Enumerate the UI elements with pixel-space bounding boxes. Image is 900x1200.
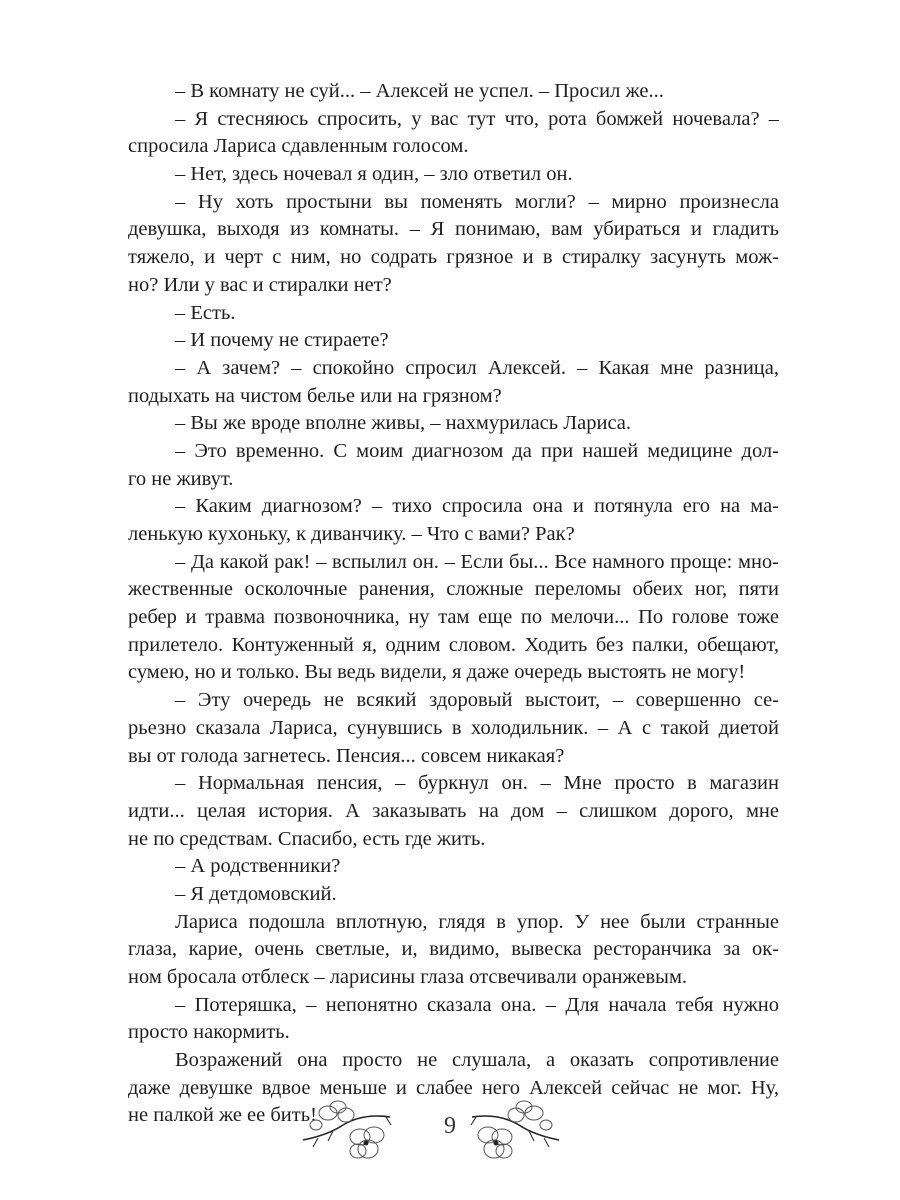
- text-line: – В комнату не суй... – Алексей не успел. – Просил же...: [175, 80, 664, 102]
- text-line: спросила Лариса сдавленным голосом.: [128, 135, 469, 158]
- text-line: жественные осколочные ранения, сложные переломы обеих ног, пяти: [128, 578, 779, 601]
- text-line: идти... целая история. А заказывать на дом – слишком дорого, мне: [128, 799, 779, 822]
- paragraph: [128, 327, 779, 355]
- text-line: сумею, но и только. Вы ведь видели, я даже очередь выстоять не могу!: [128, 661, 746, 684]
- text-line: Возражений она просто не слушала, а оказать сопротивление: [175, 1049, 779, 1072]
- paragraph: [128, 687, 779, 770]
- page-number: 9: [444, 1113, 456, 1139]
- text-line: ленькую кухоньку, к диванчику. – Что с вами? Рак?: [128, 523, 575, 545]
- text-line: – Я стесняюсь спросить, у вас тут что, рота бомжей ночевала? –: [175, 107, 779, 130]
- paragraph: [128, 881, 779, 909]
- text-line: – Это временно. С моим диагнозом да при нашей медицине дол-: [175, 439, 779, 462]
- paragraph: [128, 549, 779, 687]
- text-line: – Каким диагнозом? – тихо спросила она и потянула его на ма-: [175, 495, 779, 518]
- paragraph: [128, 992, 779, 1047]
- text-line: го не живут.: [128, 467, 234, 490]
- text-line: ребер и травма позвоночника, ну там еще по мелочи... По голове тоже: [128, 606, 779, 629]
- text-line: – Да какой рак! – вспылил он. – Если бы... Все намного проще: мно-: [175, 550, 779, 573]
- text-line: – Нормальная пенсия, – буркнул он. – Мне просто в магазин: [175, 772, 779, 795]
- paragraph: [128, 853, 779, 881]
- text-line: – Вы же вроде вполне живы, – нахмурилась Лариса.: [175, 412, 632, 435]
- text-line: – Нет, здесь ночевал я один, – зло ответил он.: [175, 163, 573, 186]
- text-line: – Есть.: [175, 301, 236, 324]
- text-line: – Ну хоть простыни вы поменять могли? – мирно произнесла: [175, 190, 779, 213]
- text-line: просто накормить.: [128, 1021, 290, 1044]
- flower-branch-left-icon: [298, 1095, 398, 1165]
- paragraph: [128, 300, 779, 328]
- paragraph: [128, 78, 779, 106]
- text-line: не по средствам. Спасибо, есть где жить.: [128, 827, 486, 850]
- text-line: прилетело. Контуженный я, одним словом. Ходить без палки, обещают,: [128, 633, 779, 656]
- paragraph: [128, 355, 779, 410]
- flower-branch-right-icon: [464, 1095, 564, 1165]
- text-line: девушка, выходя из комнаты. – Я понимаю, вам убираться и гладить: [128, 218, 779, 241]
- paragraph: [128, 106, 779, 161]
- text-line: – А зачем? – спокойно спросил Алексей. – Какая мне разница,: [175, 356, 779, 379]
- text-line: не палкой же ее бить!: [128, 1104, 317, 1127]
- paragraph: [128, 909, 779, 992]
- text-line: но? Или у вас и стиралки нет?: [128, 273, 392, 296]
- paragraph: [128, 189, 779, 300]
- paragraph: [128, 770, 779, 853]
- paragraph: [128, 438, 779, 493]
- text-line: подыхать на чистом белье или на грязном?: [128, 384, 502, 407]
- text-line: ном бросала отблеск – ларисины глаза отсвечивали оранжевым.: [128, 966, 688, 988]
- body-text: [128, 78, 779, 1130]
- text-line: глаза, карие, очень светлые, и, видимо, вывеска ресторанчика за ок-: [128, 938, 779, 961]
- text-line: – Эту очередь не всякий здоровый выстоит, – совершенно се-: [175, 689, 779, 712]
- paragraph: [128, 161, 779, 189]
- text-line: тяжело, и черт с ним, но содрать грязное и в стиралку засунуть мож-: [128, 246, 779, 269]
- text-line: даже девушке вдвое меньше и слабее него Алексей сейчас не мог. Ну,: [128, 1076, 779, 1099]
- text-line: рьезно сказала Лариса, сунувшись в холодильник. – А с такой диетой: [128, 716, 779, 739]
- text-line: – Потеряшка, – непонятно сказала она. – Для начала тебя нужно: [175, 993, 779, 1016]
- text-line: Лариса подошла вплотную, глядя в упор. У нее были странные: [175, 910, 779, 933]
- text-line: – Я детдомовский.: [175, 882, 337, 905]
- text-line: – А родственники?: [175, 855, 341, 878]
- text-line: – И почему не стираете?: [175, 329, 389, 352]
- paragraph: [128, 410, 779, 438]
- paragraph: [128, 493, 779, 548]
- text-line: вы от голода загнетесь. Пенсия... совсем никакая?: [128, 744, 565, 767]
- page-footer: [0, 1095, 900, 1165]
